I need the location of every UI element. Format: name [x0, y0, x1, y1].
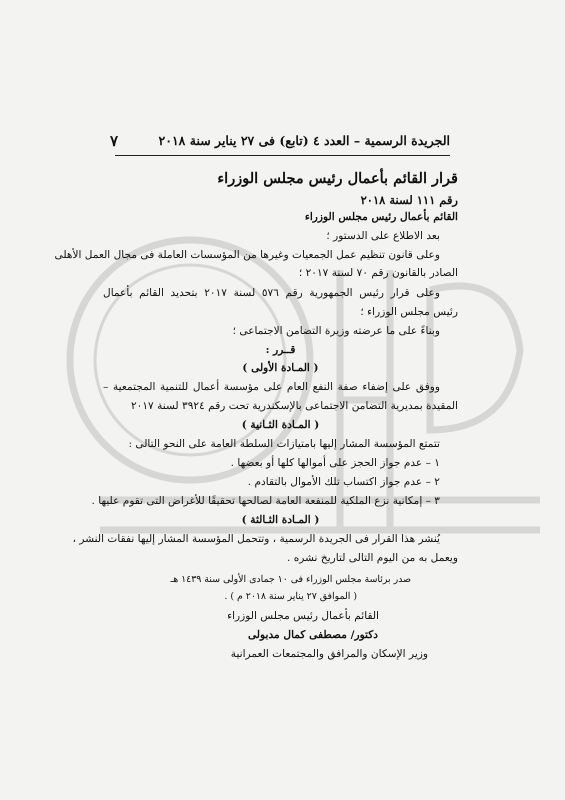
- signature-title: القائم بأعمال رئيس مجلس الوزراء: [227, 610, 379, 622]
- article-3-text: ويعمل به من اليوم التالى لتاريخ نشره .: [286, 552, 458, 564]
- corresponding-date-line: ( الموافق ٢٧ يناير سنة ٢٠١٨ م ) .: [224, 591, 357, 602]
- preamble-line: بعد الاطلاع على الدستور ؛: [326, 230, 440, 242]
- preamble-line: وعلى قرار رئيس الجمهورية رقم ٥٧٦ لسنة ٢٠١٧ بتحديد القائم بأعمال: [103, 287, 440, 299]
- page-number: ٧: [110, 132, 119, 150]
- decree-number: رقم ١١١ لسنة ٢٠١٨: [360, 193, 458, 207]
- article-1-text: ووفق على إضفاء صفة النفع العام على مؤسسة أعمال للتنمية المجتمعية –: [103, 381, 440, 393]
- article-1-heading: ( المـادة الأولى ): [242, 362, 319, 374]
- article-3-heading: ( المـادة الثـالثة ): [241, 514, 320, 526]
- signatory-name: دكتور/ مصطفى كمال مدبولى: [247, 629, 378, 641]
- signatory-position: وزير الإسكان والمرافق والمجتمعات العمرانية: [230, 648, 428, 660]
- decided-heading: قــرر :: [265, 344, 296, 356]
- article-2-intro: تتمتع المؤسسة المشار إليها بامتيازات السلطة العامة على النحو التالى :: [128, 438, 440, 450]
- preamble-line: وعلى قانون تنظيم عمل الجمعيات وغيرها من المؤسسات العاملة فى مجال العمل الأهلى: [54, 249, 440, 261]
- decree-title: قرار القائم بأعمال رئيس مجلس الوزراء: [217, 170, 458, 187]
- article-2-heading: ( المـادة الثـانية ): [241, 419, 320, 431]
- gazette-header: [110, 133, 450, 151]
- decree-issuer: القائم بأعمال رئيس مجلس الوزراء: [304, 211, 458, 223]
- preamble-line: الصادر بالقانون رقم ٧٠ لسنة ٢٠١٧ ؛: [298, 267, 458, 279]
- article-2-item: ١ – عدم جواز الحجز على أموالها كلها أو بعضها .: [230, 457, 440, 469]
- preamble-line: رئيس مجلس الوزراء ؛: [360, 306, 458, 318]
- header-issue-line: الجريدة الرسمية – العدد ٤ (تابع) فى ٢٧ يناير سنة ٢٠١٨: [158, 133, 450, 148]
- article-2-item: ٣ – إمكانية نزع الملكية للمنفعة العامة لصالحها تحقيقًا للأغراض التى تقوم عليها .: [91, 495, 440, 507]
- header-rule: [115, 155, 450, 156]
- preamble-line: وبناءً على ما عرضته وزيرة التضامن الاجتماعى ؛: [232, 325, 440, 337]
- article-1-text: المقيدة بمديرية التضامن الاجتماعى بالإسكندرية تحت رقم ٣٩٢٤ لسنة ٢٠١٧: [130, 400, 458, 412]
- article-2-item: ٢ – عدم جواز اكتساب تلك الأموال بالتقادم .: [247, 476, 440, 488]
- article-3-text: يُنشر هذا القرار فى الجريدة الرسمية ، وتتحمل المؤسسة المشار إليها نفقات النشر ،: [72, 533, 440, 545]
- issued-line: صدر برئاسة مجلس الوزراء فى ١٠ جمادى الأولى سنة ١٤٣٩ هـ: [170, 574, 411, 585]
